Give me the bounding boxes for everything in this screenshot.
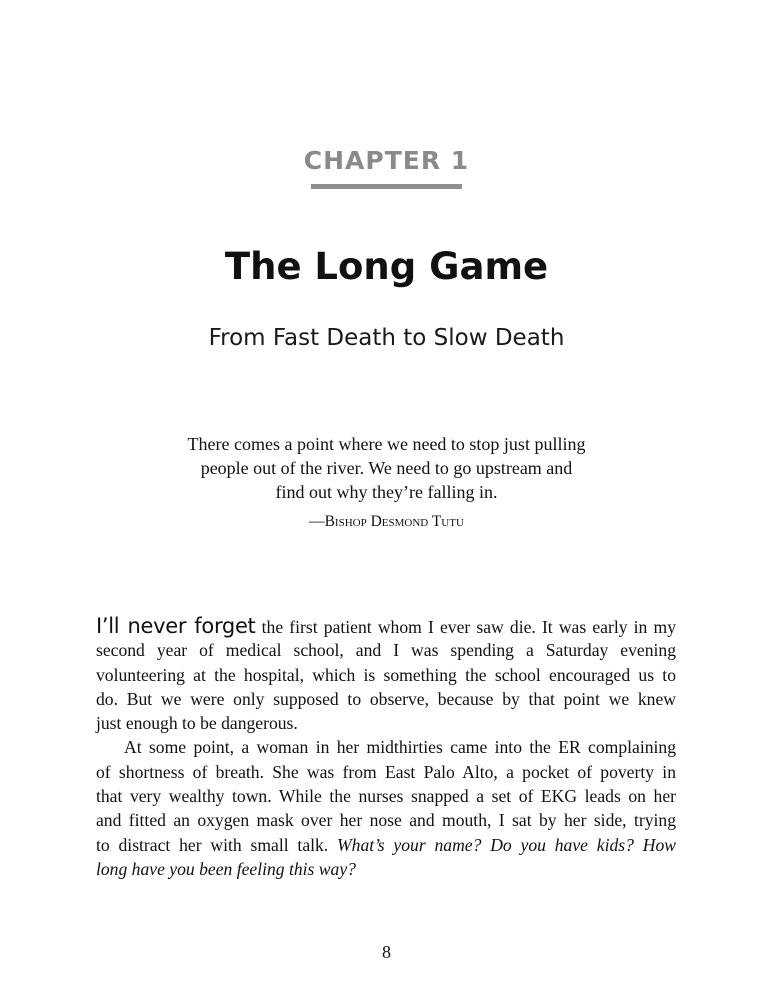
- chapter-label: CHAPTER 1: [303, 146, 470, 175]
- italic-text-run: What’s your name? Do you have kids? How: [337, 834, 676, 855]
- text-line: that very wealthy town. While the nurses snapped a set of EKG leads on her: [96, 786, 676, 807]
- text-line: At some point, a woman in her midthirties came into the ER complaining: [124, 737, 676, 758]
- epigraph-line: people out of the river. We need to go upstream and: [200, 458, 573, 478]
- epigraph-line: There comes a point where we need to stop just pulling: [187, 434, 586, 454]
- lead-in: I’ll never forget: [96, 614, 256, 638]
- chapter-title: The Long Game: [224, 245, 549, 288]
- text-run: to distract her with small talk.: [96, 834, 338, 855]
- text-line: do. But we were only supposed to observe, because by that point we knew: [96, 688, 676, 709]
- text-line: just enough to be dangerous.: [96, 713, 298, 734]
- epigraph-attribution: —Bishop Desmond Tutu: [309, 513, 464, 530]
- text-line: of shortness of breath. She was from East Palo Alto, a pocket of poverty in: [96, 761, 676, 782]
- text-line: long have you been feeling this way?: [96, 858, 356, 879]
- text-line: [96, 833, 676, 857]
- text-line: volunteering at the hospital, which is something the school encouraged us to: [96, 664, 676, 685]
- epigraph: [160, 432, 613, 504]
- epigraph-line: find out why they’re falling in.: [275, 482, 498, 502]
- text-line: and fitted an oxygen mask over her nose and mouth, I sat by her side, trying: [96, 810, 676, 831]
- body-text: [96, 614, 676, 881]
- chapter-rule: [311, 184, 462, 189]
- text-line: second year of medical school, and I was spending a Saturday evening: [96, 640, 676, 661]
- page-number: 8: [382, 942, 391, 962]
- chapter-subtitle: From Fast Death to Slow Death: [208, 325, 565, 351]
- text-line: [96, 614, 676, 638]
- text-run: the first patient whom I ever saw die. It was early in my: [255, 617, 676, 637]
